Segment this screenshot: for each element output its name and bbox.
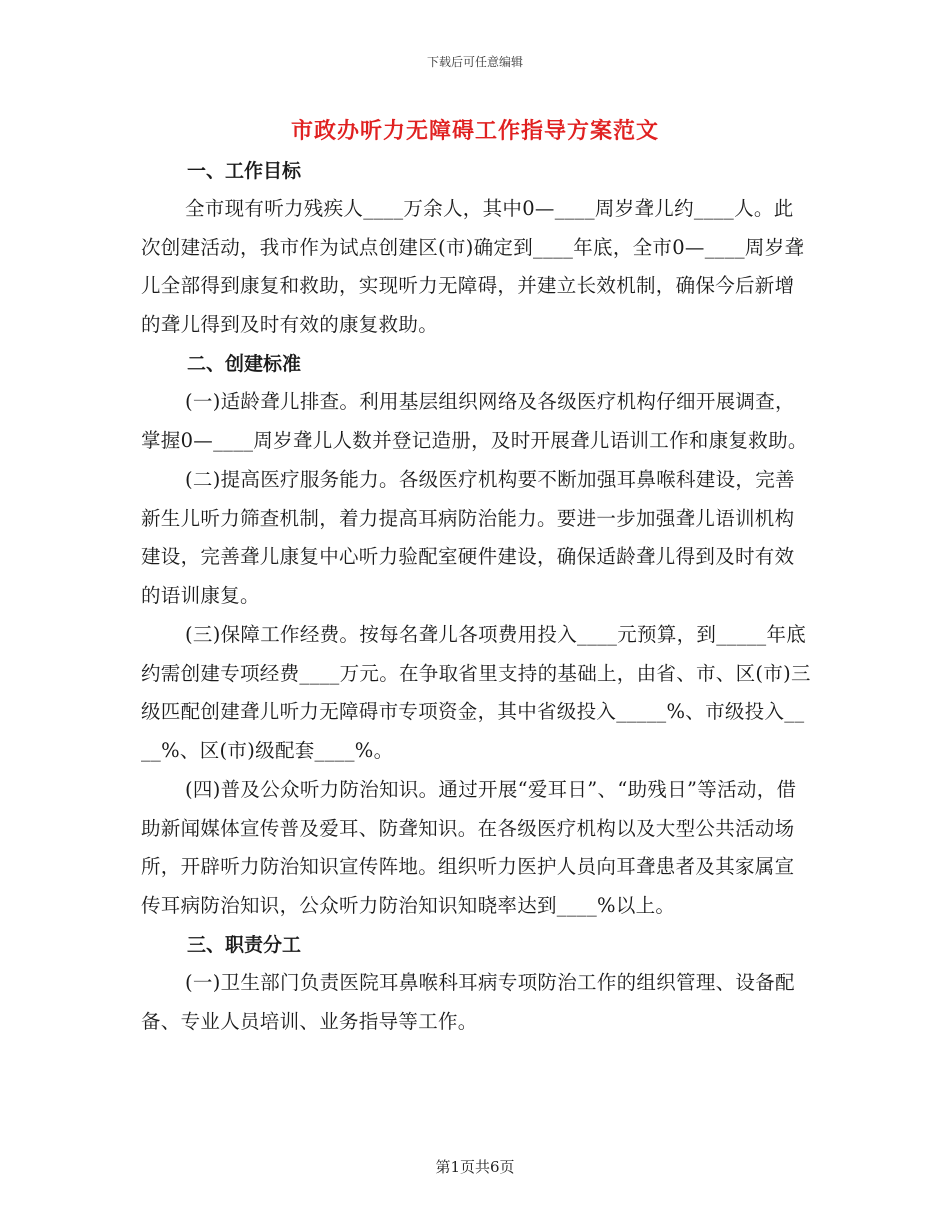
header-note: 下载后可任意编辑: [426, 55, 523, 69]
paragraph-screening: (一)适龄聋儿排查。利用基层组织网络及各级医疗机构仔细开展调查，掌握0—____周岁聋儿人数并登记造册，及时开展聋儿语训工作和康复救助。: [141, 390, 808, 452]
section-heading-standards: 二、创建标准: [187, 353, 302, 375]
section-heading-responsibilities: 三、职责分工: [187, 934, 302, 956]
paragraph-public-awareness: (四)普及公众听力防治知识。通过开展“爱耳日”、“助残日”等活动，借助新闻媒体宣传普及爱耳、防聋知识。在各级医疗机构以及大型公共活动场所，开辟听力防治知识宣传阵地。组织听力医护人员向耳聋患者及其家属宣传耳病防治知识，公众听力防治知识知晓率达到____%以上。: [141, 778, 797, 917]
page-number: 第1页共6页: [435, 1158, 515, 1176]
paragraph-medical-capacity: (二)提高医疗服务能力。各级医疗机构要不断加强耳鼻喉科建设，完善新生儿听力筛查机制，着力提高耳病防治能力。要进一步加强聋儿语训机构建设，完善聋儿康复中心听力验配室硬件建设，确保适龄聋儿得到及时有效的语训康复。: [141, 468, 795, 607]
paragraph-health-dept: (一)卫生部门负责医院耳鼻喉科耳病专项防治工作的组织管理、设备配备、专业人员培训、业务指导等工作。: [141, 971, 795, 1033]
document-body: [141, 152, 813, 1041]
document-title: 市政办听力无障碍工作指导方案范文: [290, 118, 659, 144]
section-heading-goals: 一、工作目标: [187, 160, 302, 182]
paragraph-funding: (三)保障工作经费。按每名聋儿各项费用投入____元预算，到_____年底约需创建专项经费____万元。在争取省里支持的基础上，由省、市、区(市)三级匹配创建聋儿听力无障碍市专项资金，其中省级投入_____%、市级投入____%、区(市)级配套____%。: [141, 623, 811, 762]
paragraph-goals: 全市现有听力残疾人____万余人，其中0—____周岁聋儿约____人。此次创建活动，我市作为试点创建区(市)确定到____年底，全市0—____周岁聋儿全部得到康复和救助，实现听力无障碍，并建立长效机制，确保今后新增的聋儿得到及时有效的康复救助。: [141, 197, 805, 336]
